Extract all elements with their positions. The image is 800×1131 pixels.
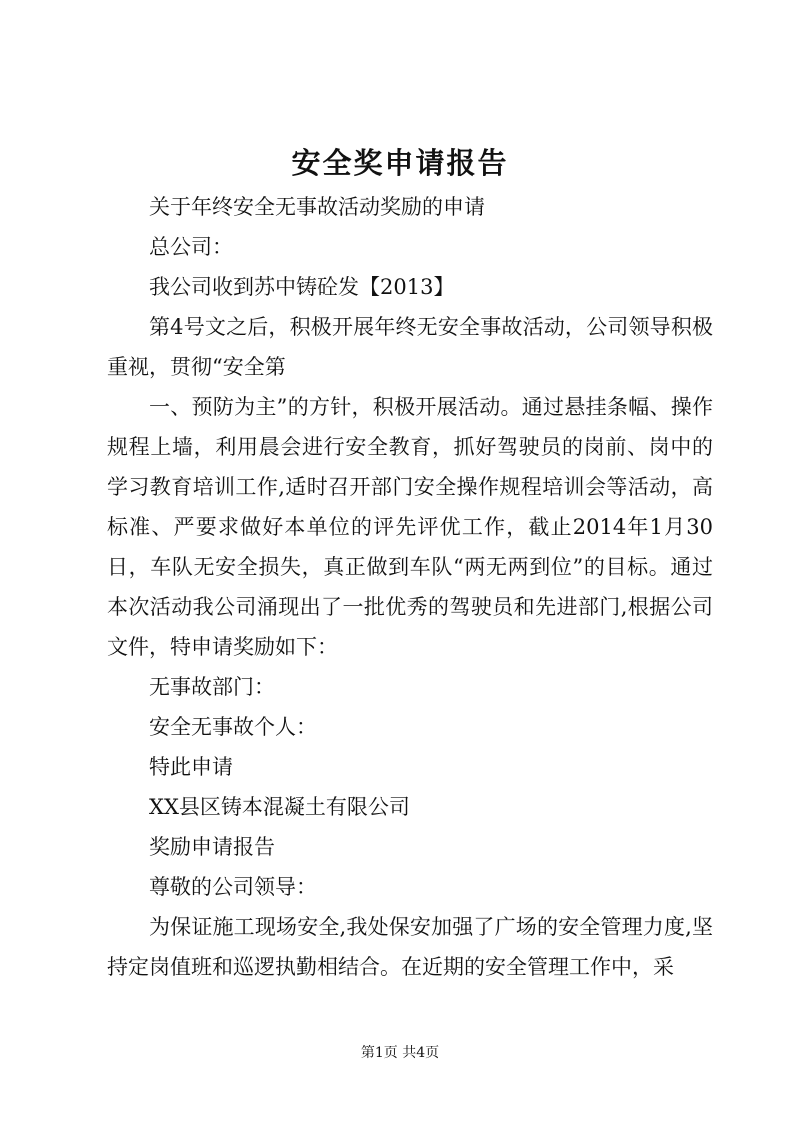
paragraph-11: 尊敬的公司领导： <box>149 875 317 899</box>
paragraph-6: 无事故部门： <box>149 675 275 699</box>
paragraph-9: XX县区铸本混凝土有限公司 <box>149 795 410 819</box>
paragraph-2: 总公司： <box>149 235 233 259</box>
paragraph-1: 关于年终安全无事故活动奖励的申请 <box>149 195 485 219</box>
paragraph-7: 安全无事故个人： <box>149 715 317 739</box>
document-title: 安全奖申请报告 <box>291 146 509 180</box>
paragraph-12: 为保证施工现场安全,我处保安加强了广场的安全管理力度,坚持定岗值班和巡逻执勤相结合。在近期的安全管理工作中，采 <box>107 915 713 979</box>
page-footer: 第1页 共4页 <box>360 1045 440 1061</box>
paragraph-4: 第4号文之后，积极开展年终无安全事故活动，公司领导积极重视，贯彻“安全第 <box>107 315 713 379</box>
paragraph-10: 奖励申请报告 <box>149 835 275 859</box>
document-body <box>107 187 713 987</box>
paragraph-5: 一、预防为主”的方针，积极开展活动。通过悬挂条幅、操作规程上墙，利用晨会进行安全教育，抓好驾驶员的岗前、岗中的学习教育培训工作,适时召开部门安全操作规程培训会等活动，高标准、严要求做好本单位的评先评优工作，截止2014年1月30日，车队无安全损失，真正做到车队“两无两到位”的目标。通过本次活动我公司涌现出了一批优秀的驾驶员和先进部门,根据公司文件，特申请奖励如下： <box>107 395 713 659</box>
paragraph-3: 我公司收到苏中铸砼发【2013】 <box>149 275 455 299</box>
paragraph-8: 特此申请 <box>149 755 233 779</box>
